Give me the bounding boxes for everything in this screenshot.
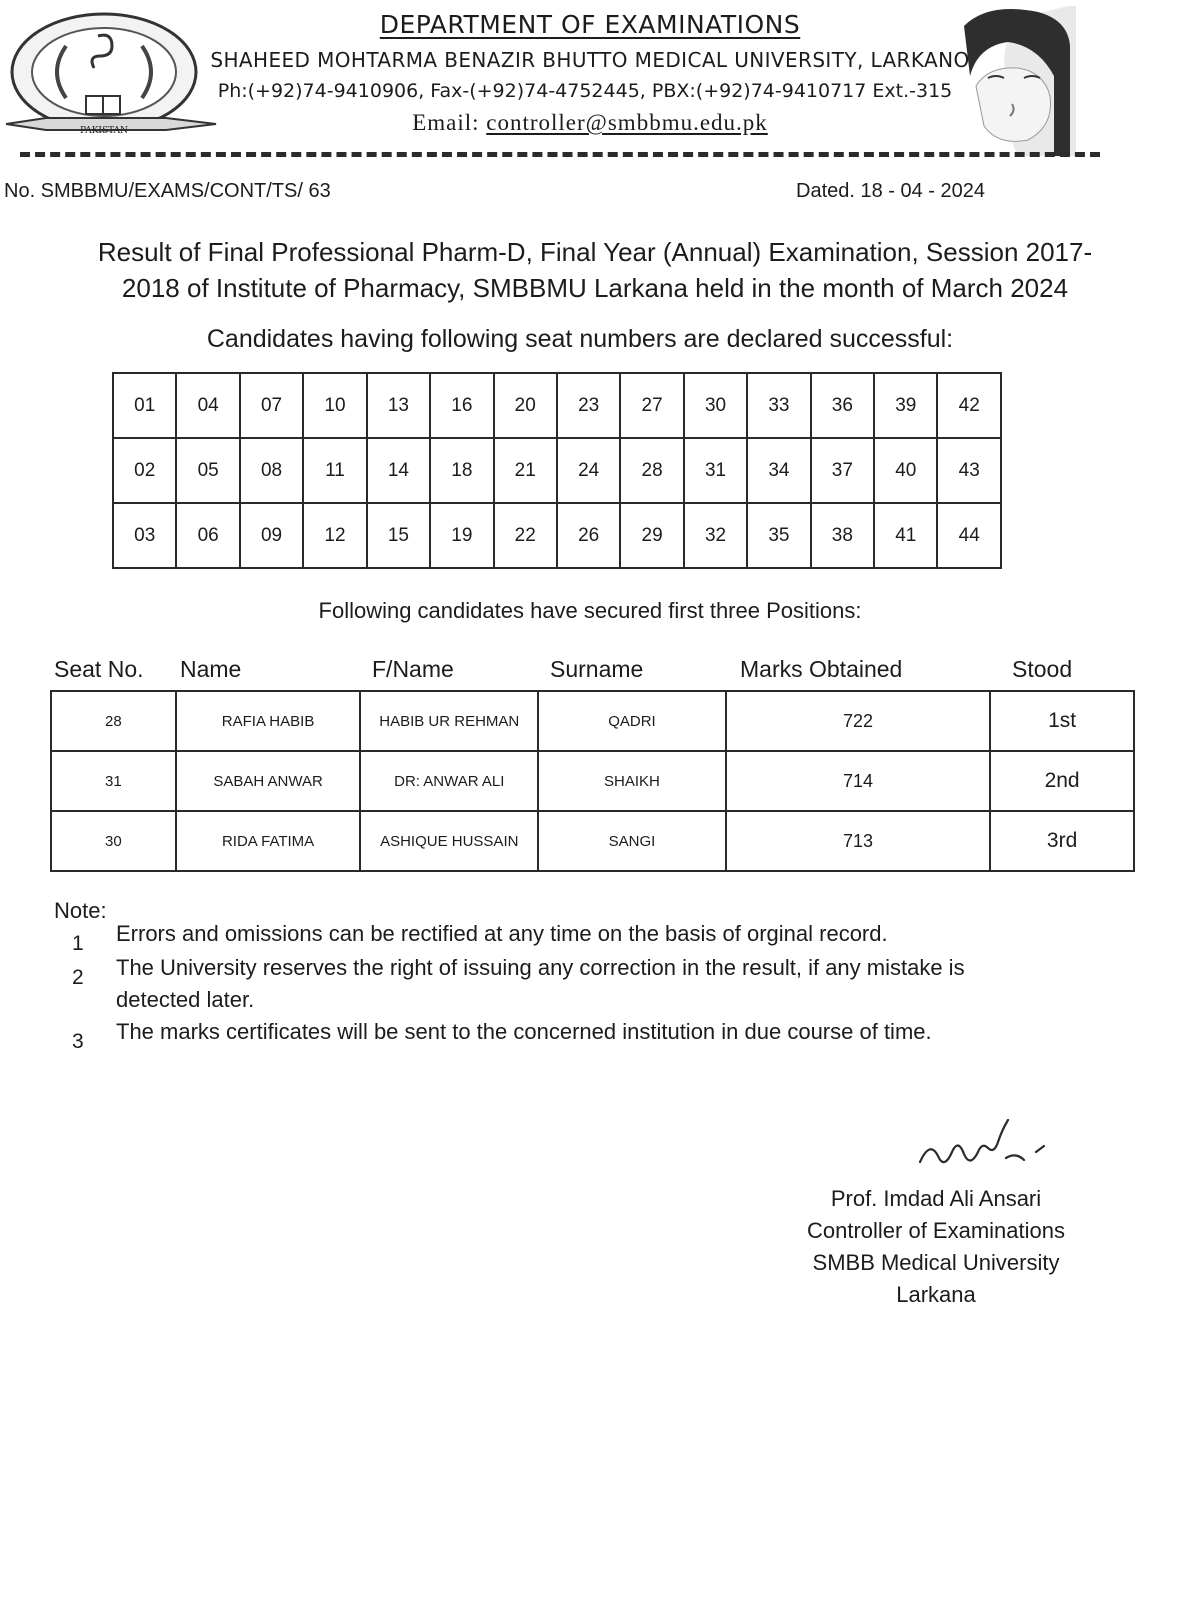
seat-cell: 15 bbox=[367, 503, 430, 568]
contact-line: Ph:(+92)74-9410906, Fax-(+92)74-4752445, PBX:(+92)74-9410717 Ext.-315 bbox=[217, 80, 953, 102]
email-link[interactable]: controller@smbbmu.edu.pk bbox=[486, 110, 768, 135]
seat-cell: 16 bbox=[430, 373, 493, 438]
name-cell: RAFIA HABIB bbox=[176, 691, 361, 751]
note-number: 2 bbox=[72, 966, 84, 989]
signature bbox=[916, 1118, 1076, 1178]
seat-cell: 12 bbox=[303, 503, 366, 568]
surname-cell: SANGI bbox=[538, 811, 726, 871]
marks-cell: 722 bbox=[726, 691, 990, 751]
seat-cell: 29 bbox=[620, 503, 683, 568]
column-header-fname: F/Name bbox=[372, 656, 454, 682]
positions-heading: Following candidates have secured first three Positions: bbox=[318, 598, 862, 623]
fname-cell: DR: ANWAR ALI bbox=[360, 751, 538, 811]
seat-cell: 19 bbox=[430, 503, 493, 568]
column-header-name: Name bbox=[180, 656, 242, 682]
header-divider bbox=[20, 152, 1100, 157]
column-header-marks: Marks Obtained bbox=[740, 656, 903, 682]
surname-cell: QADRI bbox=[538, 691, 726, 751]
department-title: DEPARTMENT OF EXAMINATIONS bbox=[379, 10, 801, 39]
column-header-seat-no: Seat No. bbox=[54, 656, 144, 682]
seat-cell: 07 bbox=[240, 373, 303, 438]
email-line bbox=[300, 110, 880, 136]
seat-cell: 32 bbox=[684, 503, 747, 568]
seat-cell: 11 bbox=[303, 438, 366, 503]
seat-cell: 33 bbox=[747, 373, 810, 438]
signatory-name: Prof. Imdad Ali Ansari bbox=[830, 1186, 1042, 1211]
note-text-continued: detected later. bbox=[116, 987, 255, 1012]
seat-cell: 13 bbox=[367, 373, 430, 438]
seat-no-cell: 30 bbox=[51, 811, 176, 871]
stood-cell: 3rd bbox=[990, 811, 1134, 871]
note-text: The University reserves the right of issuing any correction in the result, if any mistake is bbox=[116, 955, 965, 980]
column-header-surname: Surname bbox=[550, 656, 644, 682]
seat-cell: 27 bbox=[620, 373, 683, 438]
table-row bbox=[51, 751, 1134, 811]
seat-cell: 08 bbox=[240, 438, 303, 503]
seat-row bbox=[113, 503, 1001, 568]
result-title-line-2: 2018 of Institute of Pharmacy, SMBBMU Larkana held in the month of March 2024 bbox=[121, 273, 1069, 303]
seat-cell: 34 bbox=[747, 438, 810, 503]
table-row bbox=[51, 691, 1134, 751]
surname-cell: SHAIKH bbox=[538, 751, 726, 811]
seat-cell: 30 bbox=[684, 373, 747, 438]
seat-cell: 18 bbox=[430, 438, 493, 503]
stood-cell: 1st bbox=[990, 691, 1134, 751]
seat-cell: 31 bbox=[684, 438, 747, 503]
logo-text: PAKISTAN bbox=[79, 126, 129, 136]
declared-successful-heading: Candidates having following seat numbers are declared successful: bbox=[206, 325, 954, 353]
stood-cell: 2nd bbox=[990, 751, 1134, 811]
seat-cell: 10 bbox=[303, 373, 366, 438]
seat-cell: 21 bbox=[494, 438, 557, 503]
reference-number: No. SMBBMU/EXAMS/CONT/TS/ 63 bbox=[4, 180, 331, 202]
date: Dated. 18 - 04 - 2024 bbox=[796, 180, 986, 202]
seat-cell: 42 bbox=[937, 373, 1001, 438]
seat-cell: 40 bbox=[874, 438, 937, 503]
university-logo bbox=[6, 6, 224, 140]
university-name: SHAHEED MOHTARMA BENAZIR BHUTTO MEDICAL UNIVERSITY, LARKANO bbox=[210, 48, 970, 72]
note-text: Errors and omissions can be rectified at any time on the basis of orginal record. bbox=[116, 921, 888, 946]
marks-cell: 713 bbox=[726, 811, 990, 871]
seat-cell: 26 bbox=[557, 503, 620, 568]
result-title-line-1: Result of Final Professional Pharm-D, Final Year (Annual) Examination, Session 2017- bbox=[97, 237, 1093, 267]
seat-no-cell: 31 bbox=[51, 751, 176, 811]
seat-cell: 37 bbox=[811, 438, 874, 503]
note-number: 1 bbox=[72, 932, 84, 955]
seat-cell: 20 bbox=[494, 373, 557, 438]
fname-cell: ASHIQUE HUSSAIN bbox=[360, 811, 538, 871]
seat-cell: 23 bbox=[557, 373, 620, 438]
table-row bbox=[51, 811, 1134, 871]
seat-row bbox=[113, 438, 1001, 503]
seat-cell: 09 bbox=[240, 503, 303, 568]
signatory-university: SMBB Medical University bbox=[812, 1250, 1060, 1275]
seat-cell: 43 bbox=[937, 438, 1001, 503]
seat-numbers-table bbox=[112, 372, 1002, 569]
seat-row bbox=[113, 373, 1001, 438]
name-cell: SABAH ANWAR bbox=[176, 751, 361, 811]
seat-cell: 28 bbox=[620, 438, 683, 503]
seat-cell: 44 bbox=[937, 503, 1001, 568]
seat-cell: 04 bbox=[176, 373, 239, 438]
seat-cell: 24 bbox=[557, 438, 620, 503]
seat-cell: 39 bbox=[874, 373, 937, 438]
email-label: Email: bbox=[412, 110, 480, 135]
signatory-city: Larkana bbox=[896, 1282, 976, 1307]
seat-cell: 02 bbox=[113, 438, 176, 503]
seat-cell: 03 bbox=[113, 503, 176, 568]
seat-cell: 38 bbox=[811, 503, 874, 568]
seat-cell: 14 bbox=[367, 438, 430, 503]
name-cell: RIDA FATIMA bbox=[176, 811, 361, 871]
positions-table bbox=[50, 690, 1135, 872]
seat-cell: 36 bbox=[811, 373, 874, 438]
seat-cell: 22 bbox=[494, 503, 557, 568]
seat-cell: 41 bbox=[874, 503, 937, 568]
seat-cell: 01 bbox=[113, 373, 176, 438]
note-text: The marks certificates will be sent to the concerned institution in due course of time. bbox=[116, 1019, 932, 1044]
column-header-stood: Stood bbox=[1012, 656, 1073, 682]
seat-cell: 05 bbox=[176, 438, 239, 503]
note-number: 3 bbox=[72, 1030, 84, 1053]
signatory-title: Controller of Examinations bbox=[806, 1218, 1065, 1243]
seat-cell: 35 bbox=[747, 503, 810, 568]
seat-no-cell: 28 bbox=[51, 691, 176, 751]
fname-cell: HABIB UR REHMAN bbox=[360, 691, 538, 751]
portrait-image bbox=[958, 6, 1076, 156]
seat-cell: 06 bbox=[176, 503, 239, 568]
marks-cell: 714 bbox=[726, 751, 990, 811]
result-title bbox=[15, 234, 1175, 306]
note-label: Note: bbox=[54, 898, 107, 923]
